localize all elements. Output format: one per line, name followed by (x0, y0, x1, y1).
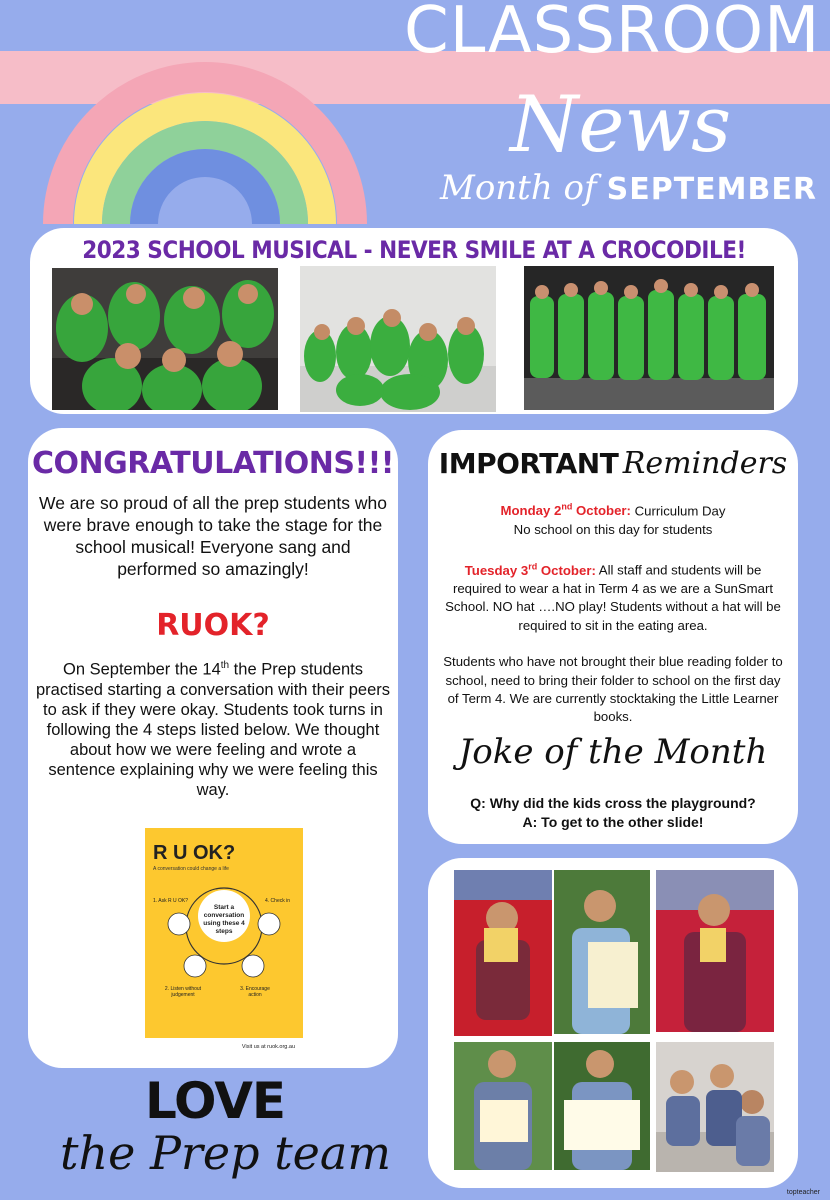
reminder-date-sup: rd (528, 561, 538, 572)
ruok-step-1: 1. Ask R U OK? (153, 898, 189, 904)
reminder-date-text: October: (572, 503, 631, 519)
joke-text (438, 794, 788, 832)
reminders-body (442, 498, 784, 745)
reminders-card (428, 430, 798, 844)
ruok-footer: Visit us at ruok.org.au (241, 1044, 295, 1050)
month-prefix: Month of (440, 168, 597, 208)
reminder-item: Students who have not brought their blue reading folder to school, need to bring their folder to school on the first day of Term 4. We are currently stocktaking the Little Learner books. (443, 654, 783, 725)
ruok-step-4: 4. Check in (265, 898, 291, 904)
reminders-title-a: IMPORTANT (438, 447, 619, 480)
newsletter-subtitle: News (510, 80, 732, 170)
reminder-item (442, 557, 784, 635)
month-name: SEPTEMBER (606, 172, 817, 207)
ruok-poster (145, 828, 303, 1060)
reminder-date-sup: nd (561, 502, 573, 512)
student-with-drawing-photo (454, 1042, 552, 1170)
ruok-logo: R U OK? (153, 842, 236, 864)
signoff-team: the Prep team (60, 1126, 391, 1180)
ruok-text (36, 656, 390, 800)
joke-title: Joke of the Month (458, 732, 768, 772)
student-with-drawing-photo (656, 870, 774, 1032)
reminder-text: All staff and students will be required to wear a hat in Term 4 as we are a SunSmart School. NO hat ….NO play! Students without a hat will be required to sit in the eating area. (445, 562, 781, 633)
joke-answer: A: To get to the other slide! (522, 814, 704, 830)
month-line (440, 168, 817, 208)
signoff-love: LOVE (144, 1072, 286, 1130)
rainbow-icon (40, 2, 370, 224)
crocodile-costume-photo (524, 266, 774, 410)
ruok-step-2: 2. Listen without judgement (164, 986, 202, 998)
ruok-title: RUOK? (156, 608, 270, 643)
student-with-drawing-photo (554, 1042, 650, 1170)
newsletter-title: CLASSROOM (404, 0, 821, 68)
congratulations-text: We are so proud of all the prep students who were brave enough to take the stage for the school musical! Everyone sang and performed so amazingly! (39, 493, 387, 579)
reminders-title (428, 446, 798, 481)
musical-card (30, 228, 798, 414)
reminder-item (442, 498, 784, 539)
brand-footer: topteacher (786, 1189, 820, 1196)
congratulations-card (28, 428, 398, 1068)
crocodile-costume-photo (300, 266, 496, 412)
reminder-text: Curriculum Day (630, 503, 726, 519)
ruok-tagline: A conversation could change a life (153, 866, 229, 872)
reminder-date (501, 503, 631, 518)
reminder-date-text: Tuesday 3 (464, 562, 529, 578)
ruok-center-text: Start a conversation using these 4 steps (203, 904, 245, 935)
ruok-text-sup: th (220, 660, 230, 671)
joke-question: Q: Why did the kids cross the playground? (470, 795, 756, 811)
student-with-drawing-photo (554, 870, 650, 1034)
ruok-step-3: 3. Encourage action (240, 986, 270, 998)
musical-title: 2023 SCHOOL MUSICAL - NEVER SMILE AT A CROCODILE! (82, 236, 746, 264)
reminders-title-b: Reminders (622, 446, 788, 481)
reminder-text: No school on this day for students (513, 521, 713, 537)
photo-gallery-card (428, 858, 798, 1188)
reminder-date-text: Monday 2 (500, 503, 562, 519)
reminder-date (465, 563, 596, 578)
congratulations-title: CONGRATULATIONS!!! (32, 446, 394, 481)
ruok-text-part: On September the 14 (62, 660, 221, 679)
ruok-text-part: the Prep students practised starting a conversation with their peers to ask if they were okay. Students took turns in following the 4 steps listed below. We thought about how we were feeling and wrote a sentence explaining why we were feeling this way. (36, 660, 391, 799)
crocodile-costume-photo (52, 268, 278, 410)
reminder-date-text: October: (537, 562, 596, 578)
student-with-drawing-photo (454, 870, 552, 1036)
students-in-classroom-photo (656, 1042, 774, 1172)
